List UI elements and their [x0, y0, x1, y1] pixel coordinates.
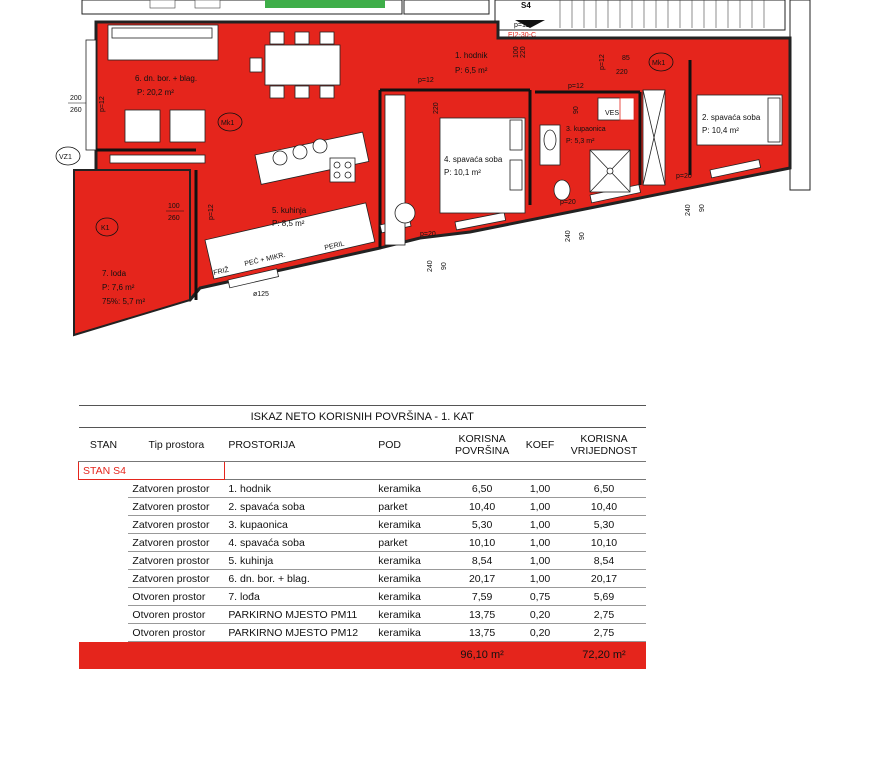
svg-text:P: 5,3 m²: P: 5,3 m² — [566, 138, 595, 145]
svg-text:p=20: p=20 — [420, 231, 436, 238]
svg-text:220: 220 — [520, 46, 527, 58]
svg-text:90: 90 — [699, 204, 706, 212]
cell-tip: Zatvoren prostor — [128, 498, 224, 516]
table-row — [79, 624, 647, 642]
cell-tip: Zatvoren prostor — [128, 516, 224, 534]
cell-koef: 1,00 — [518, 552, 562, 570]
cell-stan — [79, 498, 129, 516]
cell-pod: keramika — [374, 552, 446, 570]
cell-tip: Otvoren prostor — [128, 606, 224, 624]
cell-vrijednost: 20,17 — [562, 570, 646, 588]
room-label-loda: 7. loda — [102, 269, 127, 278]
svg-text:p=12: p=12 — [599, 54, 606, 70]
svg-text:90: 90 — [573, 106, 580, 114]
cell-povrsina: 13,75 — [446, 624, 518, 642]
armchair — [170, 110, 205, 142]
room-label-kuhinja: 5. kuhinja — [272, 206, 307, 215]
header-pod: POD — [374, 428, 446, 462]
svg-text:p=12: p=12 — [568, 83, 584, 90]
svg-text:p=12: p=12 — [208, 204, 215, 220]
cell-pod: keramika — [374, 588, 446, 606]
svg-text:100: 100 — [513, 46, 520, 58]
table-row — [79, 480, 647, 498]
table-row — [79, 588, 647, 606]
svg-text:100: 100 — [168, 203, 180, 210]
total-povrsina: 96,10 m² — [446, 642, 518, 669]
svg-text:P: 7,6 m²: P: 7,6 m² — [102, 283, 135, 292]
svg-text:90: 90 — [441, 262, 448, 270]
svg-text:P: 20,2 m²: P: 20,2 m² — [137, 88, 174, 97]
cell-povrsina: 6,50 — [446, 480, 518, 498]
svg-text:p=12: p=12 — [418, 77, 434, 84]
cell-vrijednost: 6,50 — [562, 480, 646, 498]
svg-text:P: 10,1 m²: P: 10,1 m² — [444, 168, 481, 177]
cell-stan — [79, 588, 129, 606]
cell-vrijednost: 8,54 — [562, 552, 646, 570]
cell-povrsina: 10,10 — [446, 534, 518, 552]
table-row — [79, 498, 647, 516]
table-row — [79, 570, 647, 588]
cooktop — [330, 158, 355, 182]
cell-povrsina: 10,40 — [446, 498, 518, 516]
cell-prostorija: 3. kupaonica — [224, 516, 374, 534]
cell-tip: Otvoren prostor — [128, 588, 224, 606]
cell-koef: 1,00 — [518, 498, 562, 516]
cell-prostorija: 2. spavaća soba — [224, 498, 374, 516]
cell-prostorija: 5. kuhinja — [224, 552, 374, 570]
cell-koef: 1,00 — [518, 480, 562, 498]
svg-text:p=12: p=12 — [99, 96, 106, 112]
cell-povrsina: 7,59 — [446, 588, 518, 606]
table-title: ISKAZ NETO KORISNIH POVRŠINA - 1. KAT — [79, 406, 647, 428]
cell-vrijednost: 2,75 — [562, 606, 646, 624]
svg-text:PEĆ + MIKR.: PEĆ + MIKR. — [243, 251, 287, 268]
svg-text:P: 10,4 m²: P: 10,4 m² — [702, 126, 739, 135]
table-total-row — [79, 642, 647, 669]
dining-table — [265, 45, 340, 85]
toilet — [554, 180, 570, 200]
cell-tip: Zatvoren prostor — [128, 570, 224, 588]
cell-vrijednost: 2,75 — [562, 624, 646, 642]
chair — [395, 203, 415, 223]
cell-vrijednost: 10,40 — [562, 498, 646, 516]
cell-povrsina: 20,17 — [446, 570, 518, 588]
green-element — [265, 0, 385, 8]
cell-koef: 1,00 — [518, 516, 562, 534]
cell-stan — [79, 534, 129, 552]
cell-stan — [79, 480, 129, 498]
cell-povrsina: 5,30 — [446, 516, 518, 534]
svg-text:ø125: ø125 — [253, 291, 269, 298]
svg-text:200: 200 — [70, 95, 82, 102]
cell-vrijednost: 5,69 — [562, 588, 646, 606]
header-stan: STAN — [79, 428, 129, 462]
table-row — [79, 516, 647, 534]
svg-text:VES: VES — [605, 110, 620, 117]
room-label-dnevni-boravak: 6. dn. bor. + blag. — [135, 74, 198, 83]
header-koef: KOEF — [518, 428, 562, 462]
cell-tip: Zatvoren prostor — [128, 552, 224, 570]
tag-mk1: Mk1 — [652, 60, 666, 67]
armchair — [125, 110, 160, 142]
cell-prostorija: 7. lođa — [224, 588, 374, 606]
svg-text:75%: 5,7 m²: 75%: 5,7 m² — [102, 297, 146, 306]
cell-stan — [79, 516, 129, 534]
cell-stan — [79, 606, 129, 624]
svg-text:P: 8,5 m²: P: 8,5 m² — [272, 219, 305, 228]
tag-k1: K1 — [101, 225, 110, 232]
header-tip: Tip prostora — [128, 428, 224, 462]
stan-label: STAN S4 — [79, 462, 225, 480]
area-table — [78, 405, 646, 669]
header-korisna-povrsina: KORISNA POVRŠINA — [446, 428, 518, 462]
cell-koef: 0,20 — [518, 624, 562, 642]
loggia-area — [74, 170, 190, 335]
svg-text:p=20: p=20 — [676, 173, 692, 180]
cell-prostorija: 6. dn. bor. + blag. — [224, 570, 374, 588]
cell-koef: 1,00 — [518, 570, 562, 588]
cell-pod: keramika — [374, 606, 446, 624]
floor-plan — [0, 0, 874, 340]
table-row — [79, 606, 647, 624]
cell-povrsina: 13,75 — [446, 606, 518, 624]
total-vrijednost: 72,20 m² — [562, 642, 646, 669]
table-row — [79, 552, 647, 570]
cell-tip: Zatvoren prostor — [128, 480, 224, 498]
svg-text:90: 90 — [579, 232, 586, 240]
cell-koef: 1,00 — [518, 534, 562, 552]
svg-text:85: 85 — [622, 55, 630, 62]
svg-text:P: 6,5 m²: P: 6,5 m² — [455, 66, 488, 75]
svg-text:FRIŽ: FRIŽ — [212, 266, 230, 277]
svg-text:p=20: p=20 — [560, 199, 576, 206]
svg-text:260: 260 — [70, 107, 82, 114]
cell-prostorija: PARKIRNO MJESTO PM11 — [224, 606, 374, 624]
cell-pod: keramika — [374, 480, 446, 498]
svg-text:220: 220 — [433, 102, 440, 114]
header-prostorija: PROSTORIJA — [224, 428, 374, 462]
table-title-row — [79, 406, 647, 428]
table-body — [79, 480, 647, 642]
svg-text:240: 240 — [565, 230, 572, 242]
cell-pod: parket — [374, 498, 446, 516]
svg-text:PERIL: PERIL — [323, 240, 346, 252]
cell-pod: keramika — [374, 624, 446, 642]
tag-mk1: Mk1 — [221, 120, 235, 127]
room-label-spavaca-4: 4. spavaća soba — [444, 155, 503, 164]
room-label-spavaca-2: 2. spavaća soba — [702, 113, 761, 122]
cell-prostorija: 4. spavaća soba — [224, 534, 374, 552]
cell-povrsina: 8,54 — [446, 552, 518, 570]
svg-text:260: 260 — [168, 215, 180, 222]
svg-text:p=12: p=12 — [514, 22, 530, 29]
room-label-hodnik: 1. hodnik — [455, 51, 488, 60]
header-korisna-vrijednost: KORISNA VRIJEDNOST — [562, 428, 646, 462]
cell-koef: 0,20 — [518, 606, 562, 624]
cell-vrijednost: 10,10 — [562, 534, 646, 552]
stair-label: S4 — [521, 1, 531, 10]
table-header-row — [79, 428, 647, 462]
entry-door-code: EI2-30-C — [508, 32, 537, 39]
cell-pod: keramika — [374, 516, 446, 534]
cell-prostorija: 1. hodnik — [224, 480, 374, 498]
cell-stan — [79, 552, 129, 570]
tag-vz1: VZ1 — [59, 154, 72, 161]
cell-pod: keramika — [374, 570, 446, 588]
cell-tip: Otvoren prostor — [128, 624, 224, 642]
cell-stan — [79, 570, 129, 588]
svg-text:240: 240 — [427, 260, 434, 272]
table-row — [79, 534, 647, 552]
svg-text:220: 220 — [616, 69, 628, 76]
room-label-kupaonica: 3. kupaonica — [566, 126, 606, 133]
svg-text:240: 240 — [685, 204, 692, 216]
cell-koef: 0,75 — [518, 588, 562, 606]
cell-pod: parket — [374, 534, 446, 552]
stan-row — [79, 462, 647, 480]
cell-vrijednost: 5,30 — [562, 516, 646, 534]
staircase — [495, 0, 785, 30]
cell-tip: Zatvoren prostor — [128, 534, 224, 552]
cell-prostorija: PARKIRNO MJESTO PM12 — [224, 624, 374, 642]
cell-stan — [79, 624, 129, 642]
